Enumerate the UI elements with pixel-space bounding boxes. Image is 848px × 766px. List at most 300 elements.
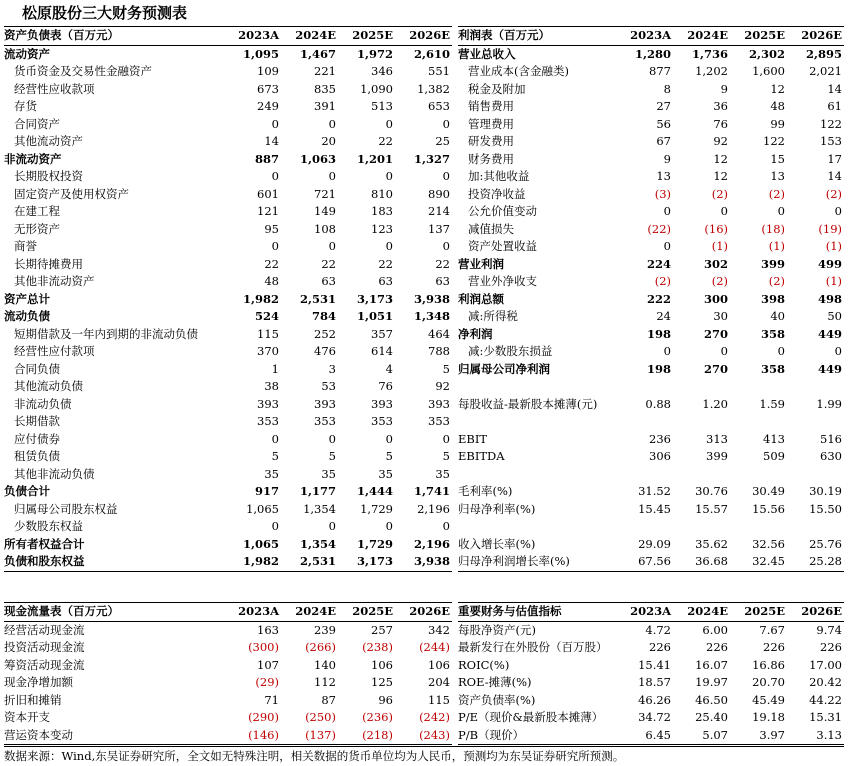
table-row	[458, 483, 844, 501]
cell-value: 48	[770, 99, 785, 113]
table-row	[458, 674, 844, 692]
cell-value: 198	[646, 361, 671, 376]
row-label	[458, 518, 616, 536]
cell-value: 1.20	[702, 396, 728, 411]
row-label: 营业外净收支	[468, 274, 537, 288]
cell-value: 413	[763, 431, 785, 446]
cell-value: 0	[442, 431, 450, 446]
cell-value	[673, 413, 730, 431]
cell-value	[787, 518, 844, 536]
cell-value: 6.45	[616, 727, 673, 745]
cell-value: 4	[385, 361, 393, 376]
cell-value: 476	[314, 344, 336, 358]
cell-value: 12	[713, 151, 728, 166]
cell-value: (2)	[654, 274, 671, 288]
balance-sheet-table	[4, 26, 452, 572]
cash-flow-table	[4, 602, 452, 745]
row-label: 收入增长率(%)	[458, 536, 536, 551]
cell-value: 0	[328, 519, 336, 533]
cell-value: 236	[649, 431, 671, 446]
table-row	[458, 727, 844, 745]
row-label: 少数股东权益	[14, 519, 83, 533]
cell-value: 0	[720, 344, 728, 358]
row-label: 毛利率(%)	[458, 484, 513, 498]
cell-value: (243)	[395, 727, 452, 745]
cell-value: 106	[428, 657, 450, 672]
cell-value: 1,982	[224, 553, 281, 571]
row-label: 短期借款及一年内到期的非流动负债	[14, 326, 198, 341]
row-label: 非流动负债	[14, 396, 72, 411]
table-row	[4, 621, 452, 639]
cell-value: (244)	[419, 640, 450, 654]
cell-value: 198	[646, 326, 671, 341]
table-row	[4, 238, 452, 256]
cell-value: 601	[257, 186, 279, 201]
cell-value: 25.40	[695, 710, 728, 724]
cell-value: 12	[770, 81, 785, 96]
row-label: 营业总收入	[458, 46, 516, 61]
cell-value: 35	[321, 466, 336, 481]
cell-value: 44.22	[809, 692, 842, 707]
cell-value: 358	[760, 361, 785, 376]
row-label: 营业利润	[458, 256, 504, 271]
cell-value: (29)	[255, 675, 279, 689]
year-header: 2024E	[281, 27, 338, 46]
year-header: 2025E	[338, 27, 395, 46]
table-row	[4, 81, 452, 99]
cell-value: 121	[257, 204, 279, 218]
cell-value: 0	[385, 431, 393, 446]
table-row	[4, 291, 452, 309]
cell-value: 92	[713, 134, 728, 148]
cell-value: 1,201	[356, 151, 393, 166]
cell-value: (1)	[768, 239, 785, 253]
cell-value: 1,736	[691, 46, 728, 61]
row-label: 流动资产	[4, 46, 50, 61]
cell-value: 353	[428, 414, 450, 428]
table-row	[458, 273, 844, 291]
table-row	[4, 151, 452, 169]
cell-value: 137	[428, 221, 450, 236]
cell-value	[616, 413, 673, 431]
cell-value: 835	[314, 81, 336, 96]
cell-value: 393	[371, 396, 393, 411]
row-label: 净利润	[458, 326, 493, 341]
year-header: 2024E	[673, 603, 730, 622]
cell-value: 0	[442, 519, 450, 533]
table-row	[458, 361, 844, 379]
cell-value: 1,327	[413, 151, 450, 166]
cell-value: 14	[827, 169, 842, 183]
cell-value: 257	[371, 622, 393, 637]
cell-value: 20.70	[752, 675, 785, 689]
cell-value: 183	[371, 204, 393, 218]
cell-value: 48	[264, 274, 279, 288]
cell-value: 76	[713, 116, 728, 131]
row-label: 加:其他收益	[468, 169, 530, 183]
table-row	[458, 168, 844, 186]
cell-value: 342	[428, 622, 450, 637]
row-label: EBITDA	[458, 449, 505, 463]
table-row	[458, 378, 844, 396]
row-label: 其他流动负债	[14, 379, 83, 393]
cell-value: 1,382	[417, 81, 450, 96]
cell-value	[730, 413, 787, 431]
table-row	[458, 553, 844, 571]
table-row	[458, 518, 844, 536]
cell-value: 0	[271, 431, 279, 446]
cell-value: 15.57	[695, 501, 728, 516]
cell-value: 224	[646, 256, 671, 271]
year-header: 2025E	[338, 603, 395, 622]
cell-value: 63	[435, 274, 450, 288]
row-label: 所有者权益合计	[4, 536, 85, 551]
cell-value: 5	[271, 449, 279, 463]
cell-value: 112	[314, 675, 336, 689]
cell-value: 8	[663, 81, 671, 96]
table-row	[4, 45, 452, 63]
cell-value: 16.07	[695, 657, 728, 672]
cell-value: 1,202	[695, 64, 728, 78]
cell-value: 0	[442, 116, 450, 131]
cell-value: 1,177	[299, 484, 336, 498]
cell-value: 27	[656, 99, 671, 113]
year-header: 2026E	[395, 603, 452, 622]
cell-value: (242)	[419, 710, 450, 724]
cell-value: 25.28	[787, 553, 844, 571]
year-header: 2025E	[730, 27, 787, 46]
cell-value: 1,063	[299, 151, 336, 166]
cell-value: 887	[254, 151, 279, 166]
row-label: 长期待摊费用	[14, 256, 83, 271]
cell-value: 3	[328, 361, 336, 376]
table-row	[4, 553, 452, 571]
row-label: 货币资金及交易性金融资产	[14, 64, 152, 78]
cell-value: 0	[834, 344, 842, 358]
row-label: 经营性应收款项	[14, 81, 95, 96]
cell-value: 353	[314, 414, 336, 428]
table-row	[458, 692, 844, 710]
cell-value: 15.31	[809, 710, 842, 724]
row-label	[458, 378, 616, 396]
cell-value: 270	[703, 361, 728, 376]
cell-value: 13	[770, 169, 785, 183]
cell-value: 40	[770, 309, 785, 323]
income-statement-panel	[458, 26, 844, 572]
table-row	[4, 727, 452, 745]
cell-value: 115	[257, 326, 279, 341]
row-label: 合同负债	[14, 361, 60, 376]
cell-value: 346	[371, 64, 393, 78]
row-label: ROIC(%)	[458, 657, 510, 672]
cell-value: 1,354	[299, 536, 336, 551]
cell-value: 96	[378, 692, 393, 707]
table-row	[4, 692, 452, 710]
cell-value: 67	[656, 134, 671, 148]
cell-value: (2)	[711, 274, 728, 288]
table-row	[458, 343, 844, 361]
cell-value: 464	[428, 326, 450, 341]
table-row	[458, 466, 844, 484]
cell-value	[730, 378, 787, 396]
cell-value: 0	[271, 169, 279, 183]
cell-value: 2,302	[748, 46, 785, 61]
cell-value: 1,600	[752, 64, 785, 78]
cell-value: 0	[777, 204, 785, 218]
table-row	[458, 326, 844, 344]
cell-value: 50	[827, 309, 842, 323]
cell-value: (1)	[825, 274, 842, 288]
cell-value: 5	[442, 449, 450, 463]
row-label: 负债和股东权益	[4, 553, 224, 571]
row-label	[458, 466, 616, 484]
row-label: P/E（现价&最新股本摊薄）	[458, 710, 604, 724]
cell-value: 630	[820, 449, 842, 463]
cell-value: 140	[314, 657, 336, 672]
cell-value: 35.62	[695, 536, 728, 551]
cell-value: 204	[428, 675, 450, 689]
year-header: 2026E	[787, 27, 844, 46]
row-label: 归属母公司股东权益	[14, 501, 118, 516]
cell-value	[787, 378, 844, 396]
table-row	[4, 168, 452, 186]
cell-value: 0	[271, 239, 279, 253]
cell-value: 614	[371, 344, 393, 358]
cash-flow-panel	[4, 602, 452, 745]
cell-value: 300	[703, 291, 728, 306]
cell-value: 2,895	[805, 46, 842, 61]
cell-value: 32.45	[730, 553, 787, 571]
table-row	[458, 536, 844, 554]
table-row	[458, 238, 844, 256]
cell-value	[787, 466, 844, 484]
year-header: 2026E	[395, 27, 452, 46]
cell-value: 3,173	[338, 553, 395, 571]
cell-value: 25.76	[809, 536, 842, 551]
row-label: 减:所得税	[468, 309, 518, 323]
cell-value: 12	[713, 169, 728, 183]
cell-value: 46.26	[638, 692, 671, 707]
cell-value: (300)	[248, 640, 279, 654]
cell-value: 14	[264, 134, 279, 148]
cell-value: 509	[763, 449, 785, 463]
cell-value: 5	[442, 361, 450, 376]
cell-value: 393	[257, 396, 279, 411]
cell-value: 20.42	[809, 675, 842, 689]
row-label: 减:少数股东损益	[468, 344, 553, 358]
row-label: 营业成本(含金融类)	[468, 64, 569, 78]
cell-value: 226	[820, 640, 842, 654]
cell-value: 15.41	[638, 657, 671, 672]
cell-value: 1,467	[299, 46, 336, 61]
row-label: 最新发行在外股份（百万股）	[458, 640, 608, 654]
table-row	[458, 291, 844, 309]
cell-value: 1,741	[413, 484, 450, 498]
cell-value: (146)	[224, 727, 281, 745]
cell-value: 0	[777, 344, 785, 358]
cell-value: 6.00	[702, 622, 728, 637]
table-row	[458, 133, 844, 151]
table-row	[4, 466, 452, 484]
cell-value: 1,348	[413, 309, 450, 323]
cell-value: 252	[314, 326, 336, 341]
cell-value: 7.67	[759, 622, 785, 637]
cell-value: 35	[264, 466, 279, 481]
row-label: 负债合计	[4, 484, 50, 498]
cell-value: 106	[371, 657, 393, 672]
cell-value	[673, 518, 730, 536]
cell-value: 1,729	[356, 536, 393, 551]
table-row	[4, 361, 452, 379]
table-row	[458, 151, 844, 169]
cell-value: 0	[328, 116, 336, 131]
cell-value: 551	[428, 64, 450, 78]
row-label: 每股收益-最新股本摊薄(元)	[458, 396, 598, 411]
cell-value: 5.07	[673, 727, 730, 745]
cell-value: 399	[706, 449, 728, 463]
table-row	[4, 431, 452, 449]
cell-value: (2)	[711, 186, 728, 201]
table-row	[458, 413, 844, 431]
cell-value: 1,065	[246, 501, 279, 516]
row-label: 资产总计	[4, 291, 50, 306]
cell-value: (290)	[248, 710, 279, 724]
cell-value: 0	[663, 204, 671, 218]
cell-value: 163	[257, 622, 279, 637]
cell-value: 13	[656, 169, 671, 183]
row-label: 销售费用	[468, 99, 514, 113]
cell-value: 1,982	[242, 291, 279, 306]
cell-value: 35	[378, 466, 393, 481]
cell-value: 30.19	[809, 484, 842, 498]
table-row	[4, 186, 452, 204]
cell-value: 22	[378, 134, 393, 148]
row-label: 应付债券	[14, 431, 60, 446]
row-label: 归属母公司净利润	[458, 361, 550, 376]
table-row	[4, 326, 452, 344]
cell-value: 221	[314, 64, 336, 78]
cell-value: 19.18	[752, 710, 785, 724]
cell-value: 1,729	[360, 501, 393, 516]
cell-value: 9.74	[816, 622, 842, 637]
row-label: 非流动资产	[4, 151, 62, 166]
cell-value: 3,938	[395, 553, 452, 571]
table-row	[458, 186, 844, 204]
cell-value: (3)	[654, 186, 671, 201]
cell-value: 5	[385, 449, 393, 463]
cell-value: 92	[435, 379, 450, 393]
cell-value: (19)	[818, 221, 842, 236]
cell-value: 2,610	[413, 46, 450, 61]
row-label: ROE-摊薄(%)	[458, 675, 532, 689]
row-label: 其他非流动资产	[14, 274, 95, 288]
cell-value: 115	[428, 692, 450, 707]
cell-value: 2,196	[413, 536, 450, 551]
cell-value: 30.49	[752, 484, 785, 498]
cell-value: 107	[257, 657, 279, 672]
cell-value: 226	[706, 640, 728, 654]
cell-value: 0	[442, 239, 450, 253]
cell-value: 0	[663, 239, 671, 253]
cell-value: 393	[428, 396, 450, 411]
cell-value: 353	[257, 414, 279, 428]
cell-value: 17.00	[809, 657, 842, 672]
cell-value: (137)	[281, 727, 338, 745]
year-header: 2023A	[616, 603, 673, 622]
table-row	[4, 448, 452, 466]
cell-value: 391	[314, 99, 336, 113]
table-row	[4, 536, 452, 554]
table-row	[4, 639, 452, 657]
year-header: 2024E	[281, 603, 338, 622]
table-row	[4, 116, 452, 134]
cell-value: 22	[378, 256, 393, 271]
cell-value: 239	[314, 622, 336, 637]
income-statement-header: 利润表（百万元）	[458, 27, 616, 46]
cell-value: 1.59	[759, 396, 785, 411]
cell-value: 398	[760, 291, 785, 306]
cell-value: 63	[321, 274, 336, 288]
cell-value: 0	[271, 116, 279, 131]
cell-value: 5	[328, 449, 336, 463]
table-row	[4, 378, 452, 396]
key-metrics-table	[458, 602, 844, 745]
table-row	[458, 45, 844, 63]
table-row	[458, 256, 844, 274]
table-row	[4, 256, 452, 274]
row-label: 利润总额	[458, 291, 504, 306]
table-row	[458, 709, 844, 727]
cell-value: 306	[649, 449, 671, 463]
cell-value: 353	[371, 414, 393, 428]
row-label: 存货	[14, 99, 37, 113]
cell-value: 370	[257, 344, 279, 358]
cell-value: 4.72	[645, 622, 671, 637]
cell-value: 890	[428, 186, 450, 201]
cell-value: 524	[254, 309, 279, 323]
row-label: 其他流动资产	[14, 134, 83, 148]
cell-value: (2)	[768, 274, 785, 288]
cell-value: 917	[254, 484, 279, 498]
table-row	[4, 133, 452, 151]
row-label: 折旧和摊销	[4, 692, 62, 707]
cell-value: 45.49	[752, 692, 785, 707]
income-statement-table	[458, 26, 844, 572]
cell-value: 108	[314, 221, 336, 236]
key-metrics-header: 重要财务与估值指标	[458, 603, 616, 622]
cell-value: (218)	[338, 727, 395, 745]
cell-value: 16.86	[752, 657, 785, 672]
cell-value: 673	[257, 81, 279, 96]
cell-value: (22)	[647, 221, 671, 236]
table-row	[4, 63, 452, 81]
cell-value	[673, 466, 730, 484]
cell-value: 25	[435, 134, 450, 148]
cell-value: (266)	[305, 640, 336, 654]
row-label: P/B（现价）	[458, 727, 616, 745]
cell-value: 3,173	[356, 291, 393, 306]
table-row	[458, 203, 844, 221]
table-row	[4, 308, 452, 326]
table-row	[458, 431, 844, 449]
cell-value: 0	[442, 169, 450, 183]
table-row	[458, 501, 844, 519]
cell-value: 1,354	[303, 501, 336, 516]
cell-value: 76	[378, 379, 393, 393]
table-row	[4, 674, 452, 692]
cash-flow-header: 现金流量表（百万元）	[4, 603, 224, 622]
cell-value: 1	[271, 361, 279, 376]
